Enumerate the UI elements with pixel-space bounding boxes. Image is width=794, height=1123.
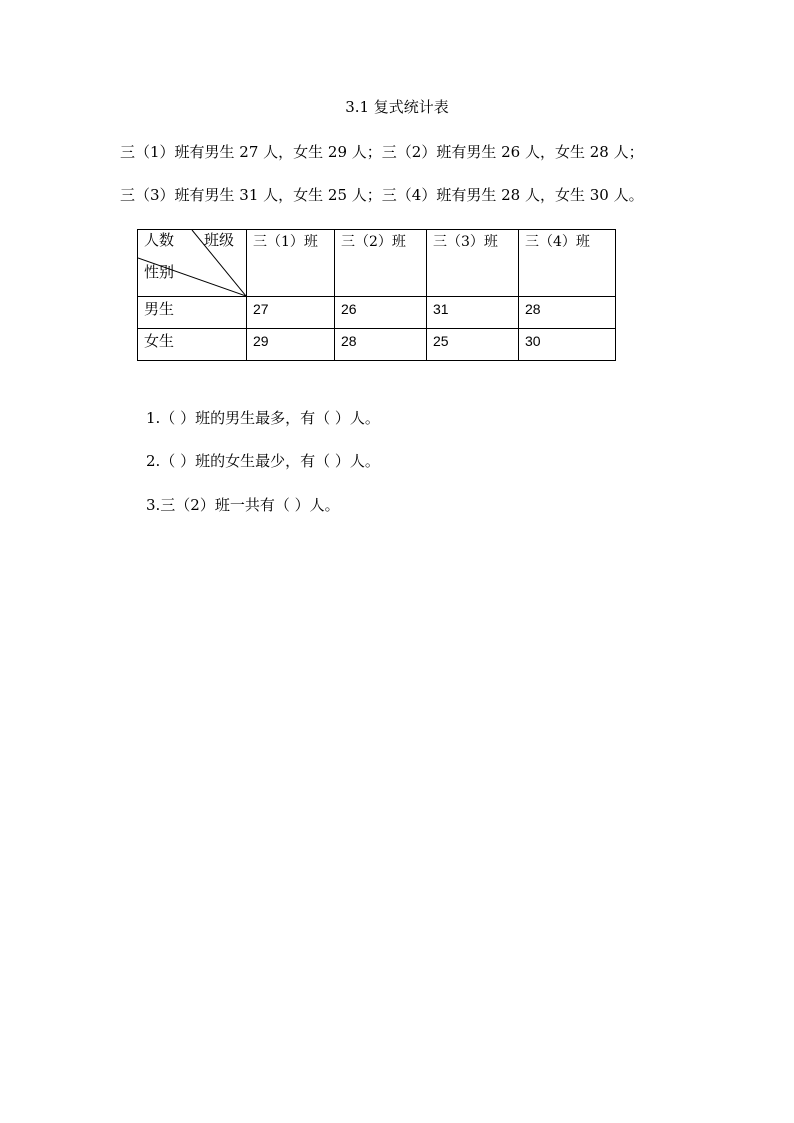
- table-row: [138, 297, 616, 329]
- table-cell: [427, 329, 519, 361]
- corner-label-gender: 性别: [144, 263, 175, 281]
- cell-value: 30: [525, 333, 541, 349]
- cell-value: 27: [253, 301, 269, 317]
- column-header: [519, 230, 616, 297]
- corner-label-count: 人数: [144, 231, 175, 249]
- row-label-cell: [138, 297, 247, 329]
- corner-label-class: 班级: [203, 231, 234, 249]
- cell-value: 25: [433, 333, 449, 349]
- statistics-table: [137, 229, 616, 361]
- table-row: [138, 329, 616, 361]
- row-label: 男生: [144, 300, 175, 318]
- table-cell: [335, 329, 427, 361]
- intro-line-1: 三（1）班有男生 27 人，女生 29 人；三（2）班有男生 26 人，女生 28 人；: [120, 143, 644, 161]
- column-header: [247, 230, 335, 297]
- table-cell: [519, 297, 616, 329]
- row-label: 女生: [144, 332, 175, 350]
- column-header-label: 三（4）班: [525, 234, 590, 250]
- table-cell: [519, 329, 616, 361]
- table-cell: [247, 297, 335, 329]
- intro-line-2: 三（3）班有男生 31 人，女生 25 人；三（4）班有男生 28 人，女生 30 人。: [120, 186, 644, 204]
- cell-value: 29: [253, 333, 269, 349]
- question-2: 2.（ ）班的女生最少，有（ ）人。: [146, 452, 380, 470]
- question-3: 3.三（2）班一共有（ ）人。: [146, 496, 340, 514]
- row-label-cell: [138, 329, 247, 361]
- page-title: 3.1 复式统计表: [345, 98, 449, 116]
- table-cell: [335, 297, 427, 329]
- question-1: 1.（ ）班的男生最多，有（ ）人。: [146, 409, 380, 427]
- column-header-label: 三（3）班: [433, 234, 498, 250]
- cell-value: 28: [341, 333, 357, 349]
- column-header: [335, 230, 427, 297]
- column-header-label: 三（2）班: [341, 234, 406, 250]
- column-header-label: 三（1）班: [253, 234, 318, 250]
- cell-value: 31: [433, 301, 449, 317]
- cell-value: 26: [341, 301, 357, 317]
- column-header: [427, 230, 519, 297]
- table-cell: [247, 329, 335, 361]
- table-corner-cell: [138, 230, 247, 297]
- table-cell: [427, 297, 519, 329]
- cell-value: 28: [525, 301, 541, 317]
- table-header-row: [138, 230, 616, 297]
